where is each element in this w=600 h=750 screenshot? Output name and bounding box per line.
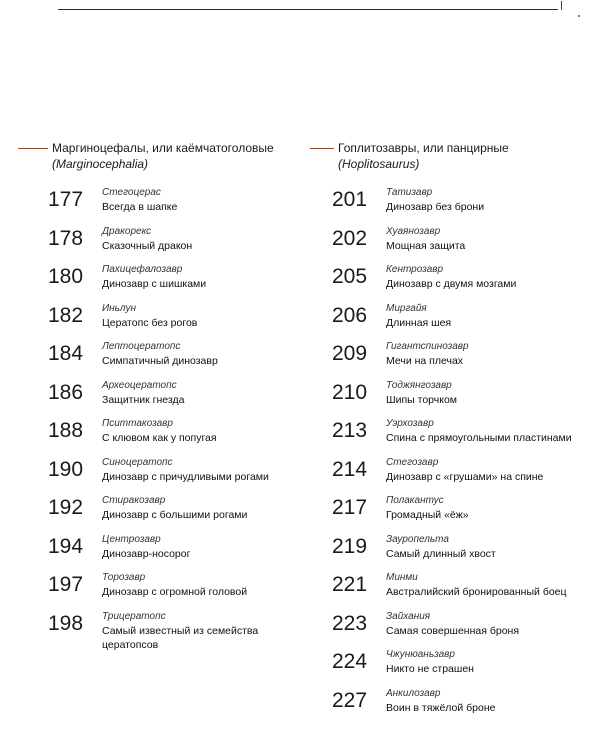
entry-text xyxy=(386,379,457,407)
page-number: 197 xyxy=(48,573,84,596)
dinosaur-name: Тоджянгозавр xyxy=(386,379,452,391)
entry-description: Симпатичный динозавр xyxy=(102,355,218,367)
page-number: 214 xyxy=(332,457,368,481)
page-number: 210 xyxy=(332,380,368,404)
entry-text xyxy=(102,379,184,407)
entry-text xyxy=(102,263,206,291)
section-rule xyxy=(18,148,48,149)
entry-description: Динозавр с «грушами» на спине xyxy=(386,470,544,483)
dinosaur-name: Центрозавр xyxy=(102,533,161,545)
dinosaur-name: Археоцератопс xyxy=(102,379,177,391)
entry-text xyxy=(386,263,516,291)
page-number: 224 xyxy=(332,650,368,673)
entry-description-continued: цератопсов xyxy=(102,638,159,651)
page-number: 213 xyxy=(332,419,368,442)
entry-text xyxy=(102,417,217,445)
dinosaur-name: Анкилозавр xyxy=(386,687,441,699)
page-number: 201 xyxy=(332,188,368,211)
page-number: 194 xyxy=(48,534,84,558)
entry-description: Никто не страшен xyxy=(386,663,474,675)
corner-dot xyxy=(578,15,580,17)
page-number: 206 xyxy=(332,303,368,327)
entry-description: Динозавр с шишками xyxy=(102,278,207,290)
dinosaur-name: Татизавр xyxy=(386,187,433,198)
page-number: 221 xyxy=(332,573,368,596)
dinosaur-name: Дракорекс xyxy=(102,225,152,237)
dinosaur-name: Чжунюаньзавр xyxy=(386,649,455,660)
entry-text xyxy=(102,225,192,253)
entry-text xyxy=(386,687,495,715)
entry-description: С клювом как у попугая xyxy=(102,432,217,444)
page-number: 177 xyxy=(48,188,84,211)
page-number: 184 xyxy=(48,342,84,365)
section-latin-name: (Hoplitosaurus) xyxy=(338,157,420,171)
page-number: 223 xyxy=(332,611,368,635)
dinosaur-name: Уэрхозавр xyxy=(386,418,434,429)
entry-text xyxy=(386,533,496,561)
entry-text xyxy=(386,417,572,445)
dinosaur-name: Хуаянозавр xyxy=(386,225,441,237)
page-number: 198 xyxy=(48,611,84,635)
entry-text xyxy=(386,302,451,330)
dinosaur-name: Иньлун xyxy=(102,302,136,314)
entry-text xyxy=(386,494,469,522)
entry-text xyxy=(102,571,247,599)
dinosaur-name: Торозавр xyxy=(102,572,146,583)
page-number: 219 xyxy=(332,534,368,558)
page-number: 205 xyxy=(332,265,368,288)
dinosaur-name: Стегоцерас xyxy=(102,187,161,198)
section-heading xyxy=(338,140,509,172)
top-rule xyxy=(58,9,558,10)
entry-description: Громадный «ёж» xyxy=(386,509,469,521)
entry-description: Самый длинный хвост xyxy=(386,547,496,560)
entry-description: Длинная шея xyxy=(386,316,452,329)
dinosaur-name: Кентрозавр xyxy=(386,264,444,275)
entry-description: Мечи на плечах xyxy=(386,355,464,367)
entry-description: Мощная защита xyxy=(386,239,466,252)
dinosaur-name: Лептоцератопс xyxy=(102,341,181,352)
entry-description: Самая совершенная броня xyxy=(386,624,520,637)
page-number: 202 xyxy=(332,226,368,250)
dinosaur-name: Стиракозавр xyxy=(102,495,166,506)
entry-description: Цератопс без рогов xyxy=(102,316,198,329)
page-number: 217 xyxy=(332,496,368,519)
entry-text xyxy=(386,340,469,368)
entry-description: Всегда в шапке xyxy=(102,201,178,213)
entry-description: Динозавр с причудливыми рогами xyxy=(102,470,269,483)
entry-description: Шипы торчком xyxy=(386,393,458,406)
section-title: Маргиноцефалы, или каёмчатоголовые xyxy=(52,141,274,155)
entry-text xyxy=(102,186,177,214)
entry-text xyxy=(386,225,465,253)
dinosaur-name: Трицератопс xyxy=(102,610,166,622)
entry-text xyxy=(102,302,197,330)
dinosaur-name: Гигантспинозавр xyxy=(386,341,469,352)
entry-description: Динозавр с двумя мозгами xyxy=(386,278,517,290)
page-number: 182 xyxy=(48,303,84,327)
entry-text xyxy=(102,533,190,561)
entry-text xyxy=(386,186,484,214)
page-number: 227 xyxy=(332,688,368,712)
entry-description: Спина с прямоугольными пластинами xyxy=(386,432,572,444)
section-heading xyxy=(52,140,274,172)
entry-description: Динозавр-носорог xyxy=(102,547,191,560)
section-title: Гоплитозавры, или панцирные xyxy=(338,141,509,155)
dinosaur-name: Пситтакозавр xyxy=(102,418,173,429)
top-tick xyxy=(561,1,562,10)
page-number: 178 xyxy=(48,226,84,250)
dinosaur-name: Стегозавр xyxy=(386,456,439,468)
section-latin-name: (Marginocephalia) xyxy=(52,157,149,171)
entry-text xyxy=(102,340,218,368)
dinosaur-name: Пахицефалозавр xyxy=(102,264,183,275)
entry-description: Динозавр с огромной головой xyxy=(102,586,248,598)
page-number: 190 xyxy=(48,457,84,481)
entry-description: Динозавр с большими рогами xyxy=(102,509,248,521)
section-rule xyxy=(310,148,334,149)
page-number: 209 xyxy=(332,342,368,365)
entry-description: Самый известный из семейства xyxy=(102,624,259,637)
dinosaur-name: Полакантус xyxy=(386,495,444,506)
entry-description: Динозавр без брони xyxy=(386,201,485,213)
dinosaur-name: Зайхания xyxy=(386,610,431,622)
dinosaur-name: Миргайя xyxy=(386,302,427,314)
dinosaur-name: Зауропельта xyxy=(386,533,449,545)
entry-description: Сказочный дракон xyxy=(102,239,193,252)
entry-text xyxy=(102,456,269,484)
entry-description: Воин в тяжёлой броне xyxy=(386,701,496,714)
dinosaur-name: Синоцератопс xyxy=(102,456,173,468)
entry-description: Защитник гнезда xyxy=(102,393,185,406)
entry-text xyxy=(386,610,519,638)
entry-text xyxy=(386,648,474,676)
entry-text xyxy=(386,571,567,599)
entry-text xyxy=(102,610,258,652)
page-number: 180 xyxy=(48,265,84,288)
entry-description: Австралийский бронированный боец xyxy=(386,586,567,598)
entry-text xyxy=(102,494,247,522)
dinosaur-name: Минми xyxy=(386,572,418,583)
page-number: 186 xyxy=(48,380,84,404)
page-number: 188 xyxy=(48,419,84,442)
page-number: 192 xyxy=(48,496,84,519)
entry-text xyxy=(386,456,543,484)
